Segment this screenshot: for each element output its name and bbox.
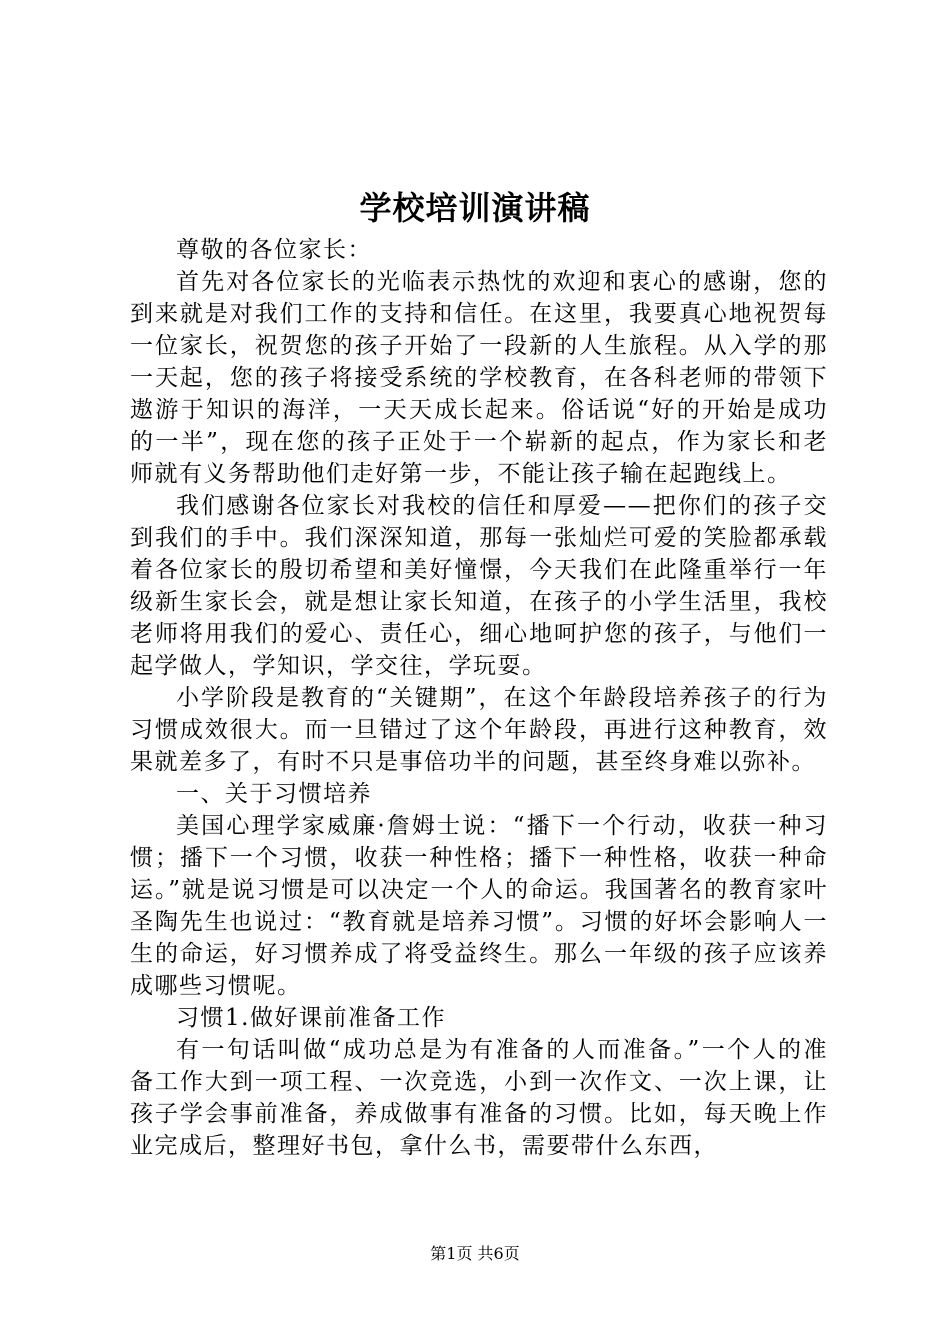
document-title: 学校培训演讲稿 xyxy=(359,189,591,227)
subsection-heading: 习惯1.做好课前准备工作 xyxy=(176,1005,446,1031)
body-paragraph: 我们感谢各位家长对我校的信任和厚爱——把你们的孩子交到我们的手中。我们深深知道，那每一张灿烂可爱的笑脸都承载着各位家长的殷切希望和美好憧憬，今天我们在此隆重举行一年级新生家长会，就是想让家长知道，在孩子的小学生活里，我校老师将用我们的爱心、责任心，细心地呵护您的孩子，与他们一起学做人，学知识，学交往，学玩耍。 xyxy=(130,493,828,679)
document-body xyxy=(130,234,828,1162)
body-paragraph: 首先对各位家长的光临表示热忱的欢迎和衷心的感谢，您的到来就是对我们工作的支持和信任。在这里，我要真心地祝贺每一位家长，祝贺您的孩子开始了一段新的人生旅程。从入学的那一天起，您的孩子将接受系统的学校教育，在各科老师的带领下遨游于知识的海洋，一天天成长起来。俗话说“好的开始是成功的一半”，现在您的孩子正处于一个崭新的起点，作为家长和老师就有义务帮助他们走好第一步，不能让孩子输在起跑线上。 xyxy=(130,269,828,487)
body-paragraph: 有一句话叫做“成功总是为有准备的人而准备。”一个人的准备工作大到一项工程、一次竞选，小到一次作文、一次上课，让孩子学会事前准备，养成做事有准备的习惯。比如，每天晚上作业完成后，整理好书包，拿什么书，需要带什么东西， xyxy=(130,1037,828,1159)
body-paragraph: 美国心理学家威廉·詹姆士说：“播下一个行动，收获一种习惯；播下一个习惯，收获一种性格；播下一种性格，收获一种命运。”就是说习惯是可以决定一个人的命运。我国著名的教育家叶圣陶先生也说过：“教育就是培养习惯”。习惯的好坏会影响人一生的命运，好习惯养成了将受益终生。那么一年级的孩子应该养成哪些习惯呢。 xyxy=(130,813,828,999)
body-paragraph: 小学阶段是教育的“关键期”，在这个年龄段培养孩子的行为习惯成效很大。而一旦错过了这个年龄段，再进行这种教育，效果就差多了，有时不只是事倍功半的问题，甚至终身难以弥补。 xyxy=(130,685,828,775)
section-heading: 一、关于习惯培养 xyxy=(176,781,372,807)
salutation-paragraph: 尊敬的各位家长： xyxy=(176,237,372,263)
page-number-footer: 第1页 共6页 xyxy=(430,1244,520,1263)
